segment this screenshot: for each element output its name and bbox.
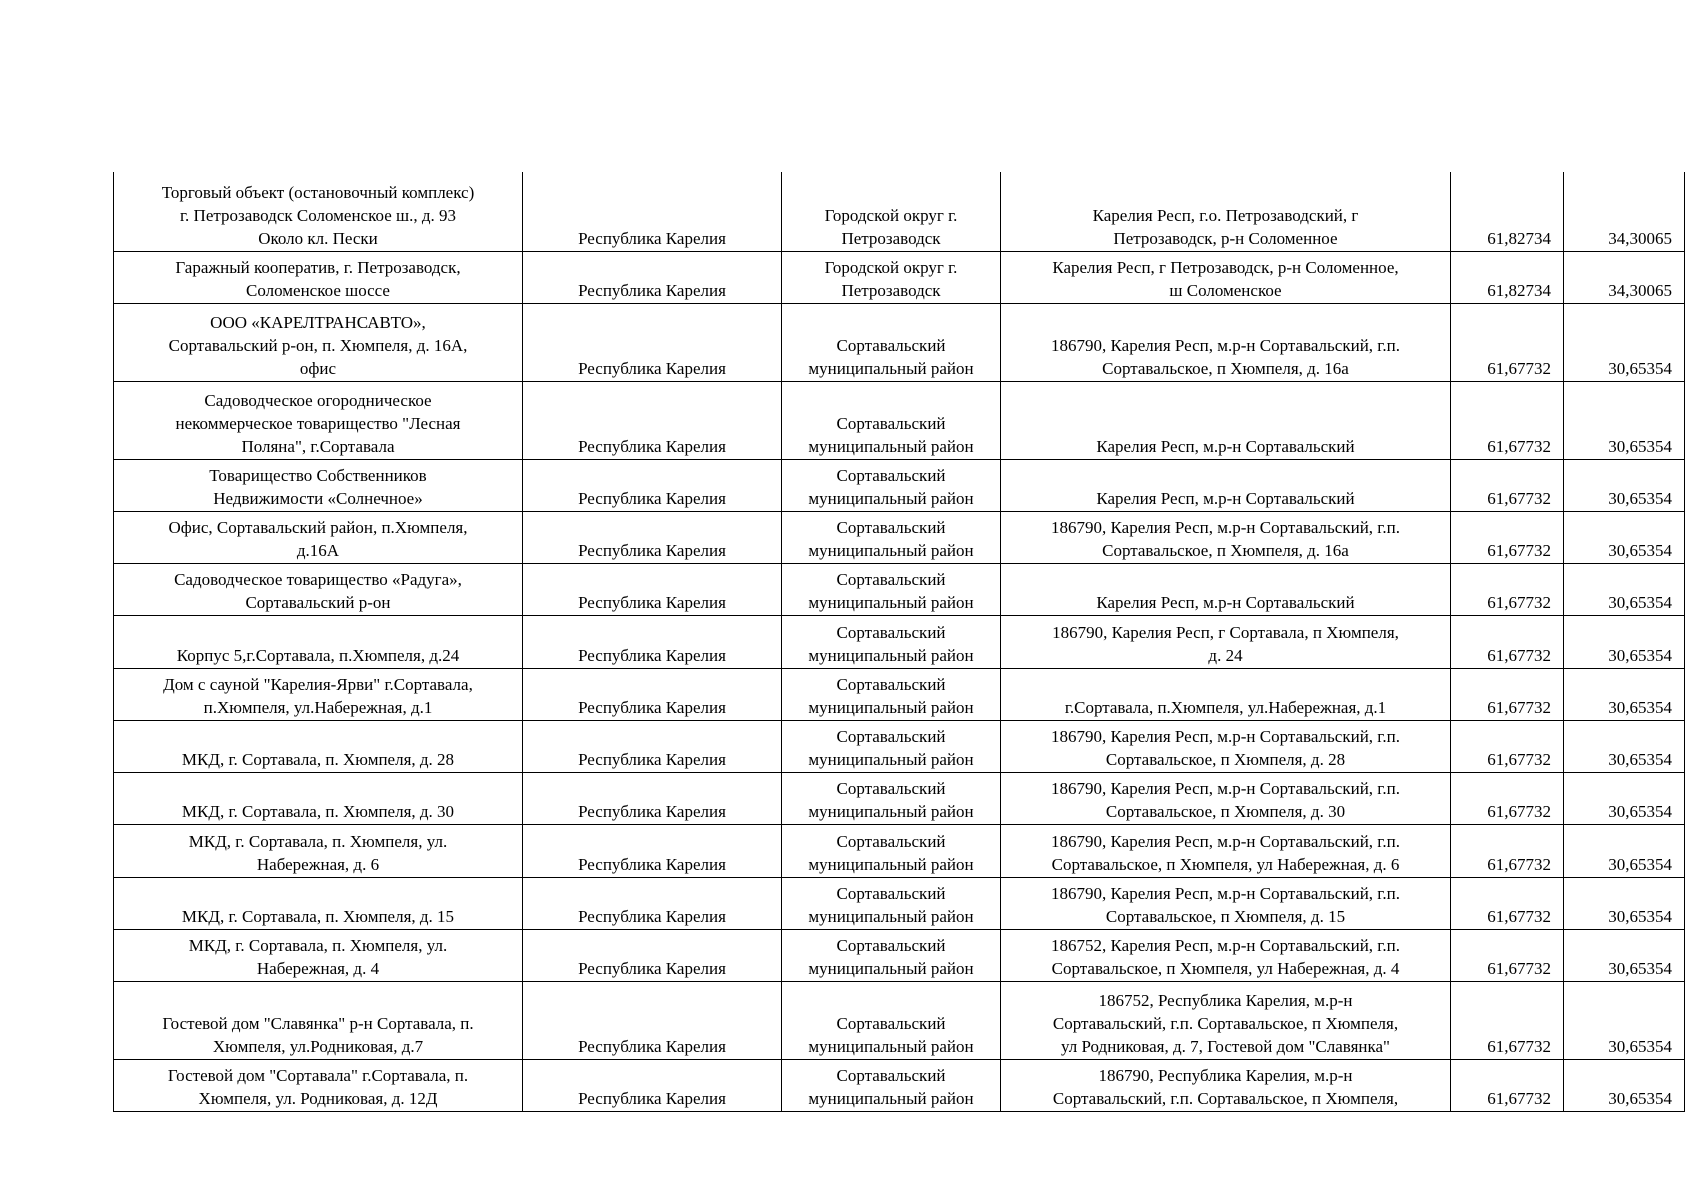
cell-object-name: Садоводческое товарищество «Радуга», Сортавальский р-он [114,563,523,615]
cell-region: Республика Карелия [523,877,782,929]
cell-region: Республика Карелия [523,381,782,459]
cell-latitude: 61,67732 [1451,824,1564,877]
cell-district: Сортавальский муниципальный район [782,877,1001,929]
cell-longitude: 30,65354 [1564,459,1685,511]
cell-address: 186790, Карелия Респ, м.р-н Сортавальский, г.п. Сортавальское, п Хюмпеля, д. 30 [1001,772,1451,824]
cell-object-name: Садоводческое огородническое некоммерческое товарищество "Лесная Поляна", г.Сортавала [114,381,523,459]
cell-district: Сортавальский муниципальный район [782,381,1001,459]
cell-latitude: 61,67732 [1451,877,1564,929]
table-row [114,172,1685,251]
cell-district: Городской округ г. Петрозаводск [782,251,1001,303]
cell-latitude: 61,67732 [1451,720,1564,772]
cell-longitude: 30,65354 [1564,1059,1685,1111]
table-row [114,929,1685,981]
cell-address: 186790, Республика Карелия, м.р-н Сортавальский, г.п. Сортавальское, п Хюмпеля, [1001,1059,1451,1111]
cell-longitude: 30,65354 [1564,772,1685,824]
table-row [114,563,1685,615]
objects-table [113,172,1685,1112]
cell-longitude: 34,30065 [1564,251,1685,303]
cell-latitude: 61,67732 [1451,303,1564,381]
table-row [114,824,1685,877]
cell-district: Сортавальский муниципальный район [782,720,1001,772]
table-row [114,511,1685,563]
cell-region: Республика Карелия [523,303,782,381]
cell-latitude: 61,67732 [1451,772,1564,824]
cell-object-name: Офис, Сортавальский район, п.Хюмпеля, д.16А [114,511,523,563]
cell-district: Сортавальский муниципальный район [782,615,1001,668]
cell-object-name: Гаражный кооператив, г. Петрозаводск, Соломенское шоссе [114,251,523,303]
cell-region: Республика Карелия [523,668,782,720]
cell-region: Республика Карелия [523,511,782,563]
cell-object-name: МКД, г. Сортавала, п. Хюмпеля, д. 15 [114,877,523,929]
cell-address: 186752, Карелия Респ, м.р-н Сортавальский, г.п. Сортавальское, п Хюмпеля, ул Набережная, д. 4 [1001,929,1451,981]
cell-latitude: 61,67732 [1451,563,1564,615]
cell-district: Сортавальский муниципальный район [782,981,1001,1059]
cell-region: Республика Карелия [523,981,782,1059]
cell-address: г.Сортавала, п.Хюмпеля, ул.Набережная, д.1 [1001,668,1451,720]
cell-object-name: Товарищество Собственников Недвижимости «Солнечное» [114,459,523,511]
cell-longitude: 30,65354 [1564,877,1685,929]
table-row [114,720,1685,772]
cell-longitude: 30,65354 [1564,303,1685,381]
cell-object-name: ООО «КАРЕЛТРАНСАВТО», Сортавальский р-он, п. Хюмпеля, д. 16А, офис [114,303,523,381]
table-row [114,668,1685,720]
cell-object-name: Торговый объект (остановочный комплекс) г. Петрозаводск Соломенское ш., д. 93 Около кл. Пески [114,172,523,251]
cell-longitude: 30,65354 [1564,981,1685,1059]
cell-object-name: МКД, г. Сортавала, п. Хюмпеля, д. 30 [114,772,523,824]
cell-latitude: 61,82734 [1451,172,1564,251]
cell-address: 186790, Карелия Респ, г Сортавала, п Хюмпеля, д. 24 [1001,615,1451,668]
cell-latitude: 61,67732 [1451,381,1564,459]
cell-latitude: 61,82734 [1451,251,1564,303]
cell-latitude: 61,67732 [1451,459,1564,511]
cell-region: Республика Карелия [523,720,782,772]
cell-district: Сортавальский муниципальный район [782,668,1001,720]
table-row [114,981,1685,1059]
table-row [114,459,1685,511]
cell-latitude: 61,67732 [1451,615,1564,668]
cell-latitude: 61,67732 [1451,1059,1564,1111]
cell-address: 186790, Карелия Респ, м.р-н Сортавальский, г.п. Сортавальское, п Хюмпеля, д. 15 [1001,877,1451,929]
cell-region: Республика Карелия [523,772,782,824]
cell-district: Городской округ г. Петрозаводск [782,172,1001,251]
cell-region: Республика Карелия [523,251,782,303]
cell-latitude: 61,67732 [1451,981,1564,1059]
cell-district: Сортавальский муниципальный район [782,459,1001,511]
table-row [114,615,1685,668]
table-body [114,172,1685,1111]
cell-district: Сортавальский муниципальный район [782,1059,1001,1111]
cell-district: Сортавальский муниципальный район [782,929,1001,981]
cell-object-name: Гостевой дом "Сортавала" г.Сортавала, п. Хюмпеля, ул. Родниковая, д. 12Д [114,1059,523,1111]
cell-longitude: 30,65354 [1564,929,1685,981]
cell-object-name: МКД, г. Сортавала, п. Хюмпеля, д. 28 [114,720,523,772]
cell-address: 186752, Республика Карелия, м.р-н Сортавальский, г.п. Сортавальское, п Хюмпеля, ул Родниковая, д. 7, Гостевой дом "Славянка" [1001,981,1451,1059]
cell-district: Сортавальский муниципальный район [782,824,1001,877]
cell-district: Сортавальский муниципальный район [782,563,1001,615]
cell-address: 186790, Карелия Респ, м.р-н Сортавальский, г.п. Сортавальское, п Хюмпеля, ул Набережная, д. 6 [1001,824,1451,877]
cell-object-name: Корпус 5,г.Сортавала, п.Хюмпеля, д.24 [114,615,523,668]
cell-longitude: 30,65354 [1564,720,1685,772]
table-row [114,1059,1685,1111]
table-row [114,251,1685,303]
cell-address: 186790, Карелия Респ, м.р-н Сортавальский, г.п. Сортавальское, п Хюмпеля, д. 28 [1001,720,1451,772]
cell-region: Республика Карелия [523,929,782,981]
cell-longitude: 30,65354 [1564,563,1685,615]
cell-object-name: МКД, г. Сортавала, п. Хюмпеля, ул. Набережная, д. 4 [114,929,523,981]
table-row [114,381,1685,459]
cell-address: Карелия Респ, м.р-н Сортавальский [1001,563,1451,615]
cell-object-name: Гостевой дом "Славянка" р-н Сортавала, п. Хюмпеля, ул.Родниковая, д.7 [114,981,523,1059]
cell-longitude: 34,30065 [1564,172,1685,251]
cell-address: 186790, Карелия Респ, м.р-н Сортавальский, г.п. Сортавальское, п Хюмпеля, д. 16а [1001,303,1451,381]
cell-latitude: 61,67732 [1451,929,1564,981]
cell-address: Карелия Респ, г.о. Петрозаводский, г Петрозаводск, р-н Соломенное [1001,172,1451,251]
cell-address: Карелия Респ, м.р-н Сортавальский [1001,381,1451,459]
cell-region: Республика Карелия [523,1059,782,1111]
cell-longitude: 30,65354 [1564,824,1685,877]
cell-object-name: МКД, г. Сортавала, п. Хюмпеля, ул. Набережная, д. 6 [114,824,523,877]
cell-longitude: 30,65354 [1564,668,1685,720]
cell-district: Сортавальский муниципальный район [782,303,1001,381]
table-row [114,877,1685,929]
cell-latitude: 61,67732 [1451,668,1564,720]
cell-address: Карелия Респ, м.р-н Сортавальский [1001,459,1451,511]
cell-region: Республика Карелия [523,172,782,251]
cell-region: Республика Карелия [523,824,782,877]
cell-address: 186790, Карелия Респ, м.р-н Сортавальский, г.п. Сортавальское, п Хюмпеля, д. 16а [1001,511,1451,563]
cell-longitude: 30,65354 [1564,615,1685,668]
cell-district: Сортавальский муниципальный район [782,772,1001,824]
cell-longitude: 30,65354 [1564,511,1685,563]
cell-region: Республика Карелия [523,459,782,511]
cell-region: Республика Карелия [523,615,782,668]
table-row [114,303,1685,381]
cell-longitude: 30,65354 [1564,381,1685,459]
table-row [114,772,1685,824]
cell-district: Сортавальский муниципальный район [782,511,1001,563]
cell-address: Карелия Респ, г Петрозаводск, р-н Соломенное, ш Соломенское [1001,251,1451,303]
cell-latitude: 61,67732 [1451,511,1564,563]
cell-region: Республика Карелия [523,563,782,615]
cell-object-name: Дом с сауной "Карелия-Ярви" г.Сортавала, п.Хюмпеля, ул.Набережная, д.1 [114,668,523,720]
